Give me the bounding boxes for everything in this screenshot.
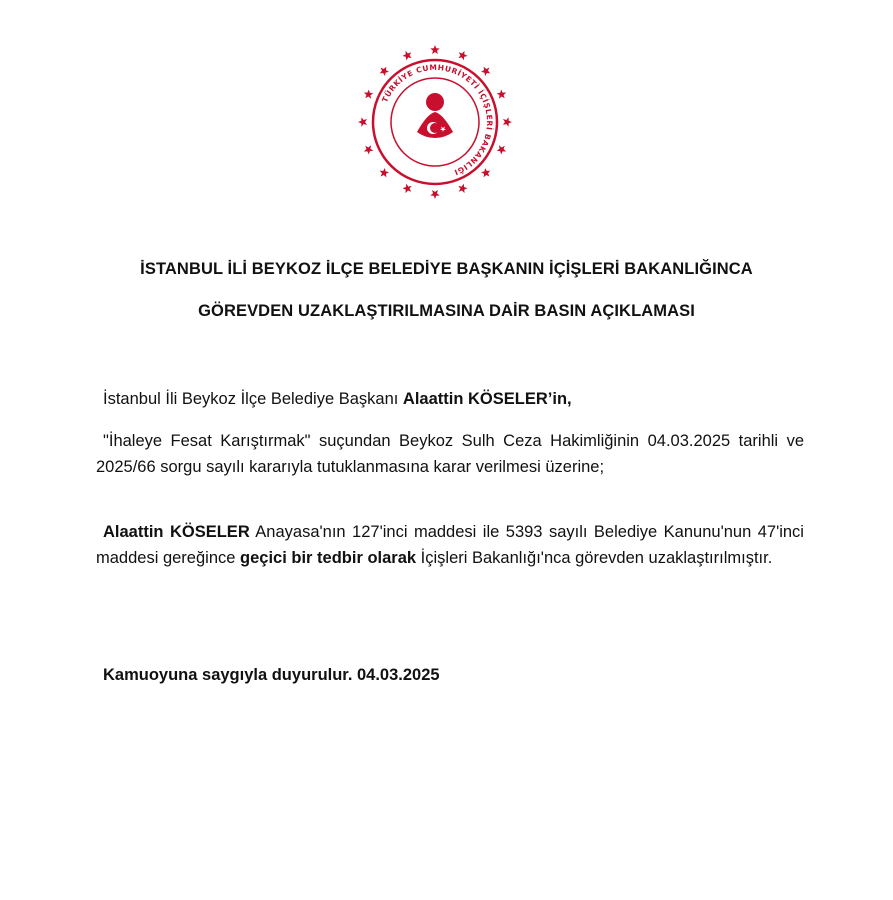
decision-end-text: İçişleri Bakanlığı'nca görevden uzaklaştırılmıştır.	[416, 549, 773, 567]
mayor-name-bold: Alaattin KÖSELER	[103, 523, 250, 541]
seal-star-icon	[402, 51, 411, 60]
seal-star-icon	[380, 168, 389, 177]
seal-star-icon	[430, 45, 440, 54]
paragraph-charge: "İhaleye Fesat Karıştırmak" suçundan Beykoz Sulh Ceza Hakimliğinin 04.03.2025 tarihli ve 2025/66 sorgu sayılı kararıyla tutuklanmasına karar verilmesi üzerine;	[96, 432, 804, 476]
seal-star-icon	[481, 168, 490, 177]
seal-star-icon	[358, 117, 367, 127]
seal-star-icon	[503, 117, 512, 127]
paragraph-decision	[96, 519, 804, 571]
ministry-seal-logo	[355, 42, 515, 202]
decision-text: Anayasa'nın 127'inci maddesi ile 5393 sayılı Belediye Kanunu'nun 47'inci maddesi gereğince	[96, 523, 804, 567]
mayor-name: Alaattin KÖSELER’in,	[402, 390, 572, 408]
temporary-measure-bold: geçici bir tedbir olarak	[240, 549, 417, 567]
svg-text:TÜRKİYE CUMHURİYETİ İÇİŞLERİ B: TÜRKİYE CUMHURİYETİ İÇİŞLERİ BAKANLIĞI	[380, 62, 495, 178]
seal-star-icon	[497, 145, 506, 154]
seal-star-icon	[458, 51, 467, 60]
seal-star-icon	[481, 67, 490, 76]
paragraph-intro	[103, 386, 811, 412]
title-line-2: GÖREVDEN UZAKLAŞTIRILMASINA DAİR BASIN AÇIKLAMASI	[198, 302, 695, 320]
intro-text: İstanbul İli Beykoz İlçe Belediye Başkanı	[103, 390, 403, 408]
seal-star-icon	[497, 89, 506, 98]
closing-line: Kamuoyuna saygıyla duyurulur. 04.03.2025	[103, 666, 440, 684]
title-line-1: İSTANBUL İLİ BEYKOZ İLÇE BELEDİYE BAŞKANIN İÇİŞLERİ BAKANLIĞINCA	[140, 260, 753, 278]
seal-star-icon	[430, 190, 440, 199]
seal-star-icon	[402, 184, 411, 193]
seal-star-icon	[364, 145, 373, 154]
seal-star-icon	[380, 67, 389, 76]
seal-star-icon	[364, 89, 373, 98]
seal-star-icon	[458, 184, 467, 193]
